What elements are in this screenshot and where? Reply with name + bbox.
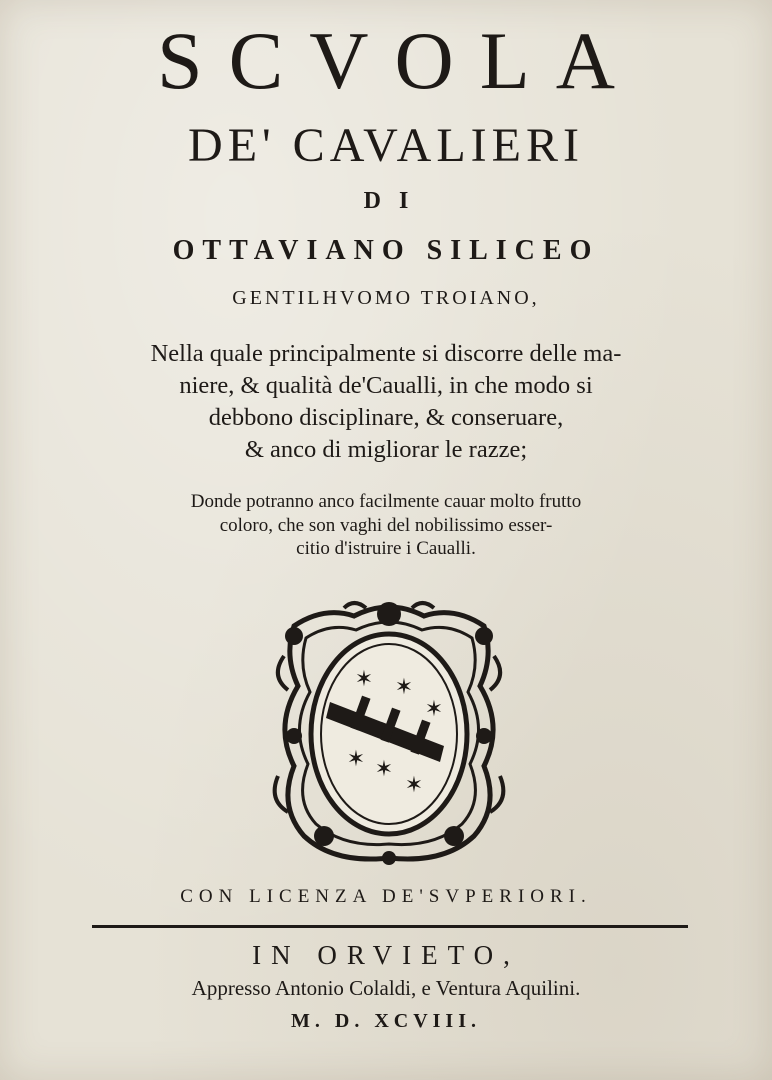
subtitle-line: citio d'istruire i Caualli. <box>296 538 476 559</box>
description-line: niere, & qualità de'Caualli, in che modo si <box>179 372 593 399</box>
description-line: Nella quale principalmente si discorre delle ma- <box>150 340 622 367</box>
svg-text:✶: ✶ <box>424 697 444 722</box>
imprint-place: IN ORVIETO, <box>252 940 520 970</box>
description-line: debbono disciplinare, & conseruare, <box>208 404 564 431</box>
imprint-year: M. D. XCVIII. <box>291 1010 481 1032</box>
imprint-publisher: Appresso Antonio Colaldi, e Ventura Aquilini. <box>191 976 581 1000</box>
coat-of-arms-icon <box>264 596 514 868</box>
svg-text:✶: ✶ <box>354 667 374 692</box>
divider-rule <box>92 925 688 928</box>
title-line-1: SCVOLA <box>156 15 642 106</box>
title-line-2: DE' CAVALIERI <box>188 119 584 172</box>
svg-text:✶: ✶ <box>404 773 424 798</box>
subtitle-line: coloro, che son vaghi del nobilissimo esser- <box>219 514 553 536</box>
svg-text:✶: ✶ <box>374 757 394 782</box>
license-line: CON LICENZA DE'SVPERIORI. <box>180 886 592 907</box>
title-line-3: DI <box>363 188 427 214</box>
subtitle-block <box>0 490 772 561</box>
svg-text:✶: ✶ <box>346 747 366 772</box>
author-rank: GENTILHVOMO TROIANO, <box>232 287 540 309</box>
description-block <box>0 338 772 466</box>
svg-text:✶: ✶ <box>394 675 414 700</box>
subtitle-line: Donde potranno anco facilmente cauar molto frutto <box>190 491 582 512</box>
author-name: OTTAVIANO SILICEO <box>172 235 600 266</box>
description-line: & anco di migliorar le razze; <box>244 436 528 463</box>
